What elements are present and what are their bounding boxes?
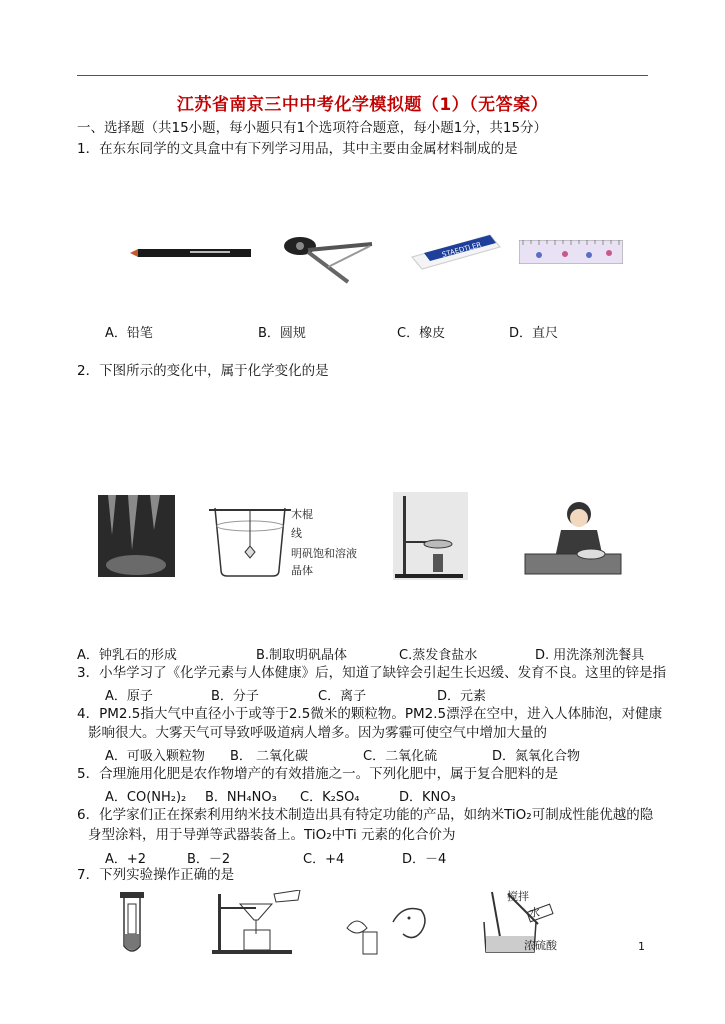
fig-label-solution: 明矾饱和溶液 — [291, 547, 357, 560]
page-title: 江苏省南京三中中考化学模拟题（1）（无答案） — [176, 95, 549, 115]
question-7-stem: 7．下列实验操作正确的是 — [77, 867, 235, 883]
filter-funnel-image — [210, 890, 305, 956]
header-rule — [77, 75, 648, 76]
eraser-image — [410, 233, 502, 271]
crystal-beaker-image — [205, 498, 295, 578]
q6-option-d[interactable]: D．－4 — [402, 852, 447, 867]
fig-label-crystal: 晶体 — [291, 564, 313, 577]
fig-label-stir: 搅拌 — [507, 890, 529, 903]
q6-option-a[interactable]: A．+2 — [105, 852, 147, 867]
smelling-gas-image — [343, 898, 433, 956]
q4-option-d[interactable]: D．氮氧化合物 — [492, 749, 581, 764]
compass-image — [278, 232, 383, 292]
q6-option-c[interactable]: C．+4 — [303, 852, 345, 867]
q3-option-a[interactable]: A．原子 — [105, 689, 153, 704]
svg-text:STAEDTLER: STAEDTLER — [441, 240, 483, 259]
q1-option-c[interactable]: C．橡皮 — [397, 326, 446, 341]
fig-label-stick: 木棍 — [291, 508, 313, 521]
q4-option-c[interactable]: C．二氧化硫 — [363, 749, 438, 764]
dishwashing-image — [521, 496, 625, 578]
fig-label-thread: 线 — [291, 527, 302, 540]
test-tube-image — [118, 890, 146, 958]
fig-label-acid: 浓硫酸 — [524, 939, 557, 952]
q2-option-d[interactable]: D. 用洗涤剂洗餐具 — [535, 648, 645, 663]
q1-option-a[interactable]: A．铅笔 — [105, 326, 153, 341]
q2-option-c[interactable]: C.蒸发食盐水 — [399, 648, 478, 663]
page-number: 1 — [638, 940, 645, 953]
ruler-image — [519, 240, 623, 264]
question-3-stem: 3．小华学习了《化学元素与人体健康》后，知道了缺锌会引起生长迟缓、发育不良。这里的锌是指 — [77, 665, 667, 681]
fig-label-water: 水 — [529, 906, 540, 919]
q3-option-b[interactable]: B．分子 — [211, 689, 259, 704]
q5-option-b[interactable]: B．NH₄NO₃ — [205, 790, 277, 805]
q5-option-a[interactable]: A．CO(NH₂)₂ — [105, 790, 187, 805]
q3-option-d[interactable]: D．元素 — [437, 689, 487, 704]
q6-option-b[interactable]: B．－2 — [187, 852, 231, 867]
question-5-stem: 5．合理施用化肥是农作物增产的有效措施之一。下列化肥中，属于复合肥料的是 — [77, 766, 559, 782]
q2-option-a[interactable]: A．钟乳石的形成 — [77, 648, 177, 663]
q1-option-b[interactable]: B．圆规 — [258, 326, 306, 341]
pencil-image — [130, 243, 255, 263]
question-1-stem: 1．在东东同学的文具盒中有下列学习用品，其中主要由金属材料制成的是 — [77, 141, 518, 157]
q5-option-c[interactable]: C．K₂SO₄ — [300, 790, 360, 805]
q2-option-b[interactable]: B.制取明矾晶体 — [256, 648, 348, 663]
q3-option-c[interactable]: C．离子 — [318, 689, 367, 704]
section-header: 一、选择题（共15小题，每小题只有1个选项符合题意，每小题1分，共15分） — [77, 120, 548, 136]
stalactite-image — [98, 495, 175, 577]
question-6-stem-line2: 身型涂料，用于导弹等武器装备上。TiO₂中Ti 元素的化合价为 — [88, 827, 456, 843]
evaporation-stand-image — [393, 492, 468, 580]
question-6-stem-line1: 6．化学家们正在探索利用纳米技术制造出具有特定功能的产品，如纳米TiO₂可制成性能优越的隐 — [77, 807, 654, 823]
q4-option-b[interactable]: B． 二氧化碳 — [230, 749, 309, 764]
q1-option-d[interactable]: D．直尺 — [509, 326, 559, 341]
question-4-stem-line2: 影响很大。大雾天气可导致呼吸道病人增多。因为雾霾可使空气中增加大量的 — [88, 725, 547, 741]
q4-option-a[interactable]: A．可吸入颗粒物 — [105, 749, 205, 764]
question-2-stem: 2．下图所示的变化中，属于化学变化的是 — [77, 363, 329, 379]
q5-option-d[interactable]: D．KNO₃ — [399, 790, 456, 805]
question-4-stem-line1: 4．PM2.5指大气中直径小于或等于2.5微米的颗粒物。PM2.5漂浮在空中，进入人体肺泡，对健康 — [77, 706, 663, 722]
